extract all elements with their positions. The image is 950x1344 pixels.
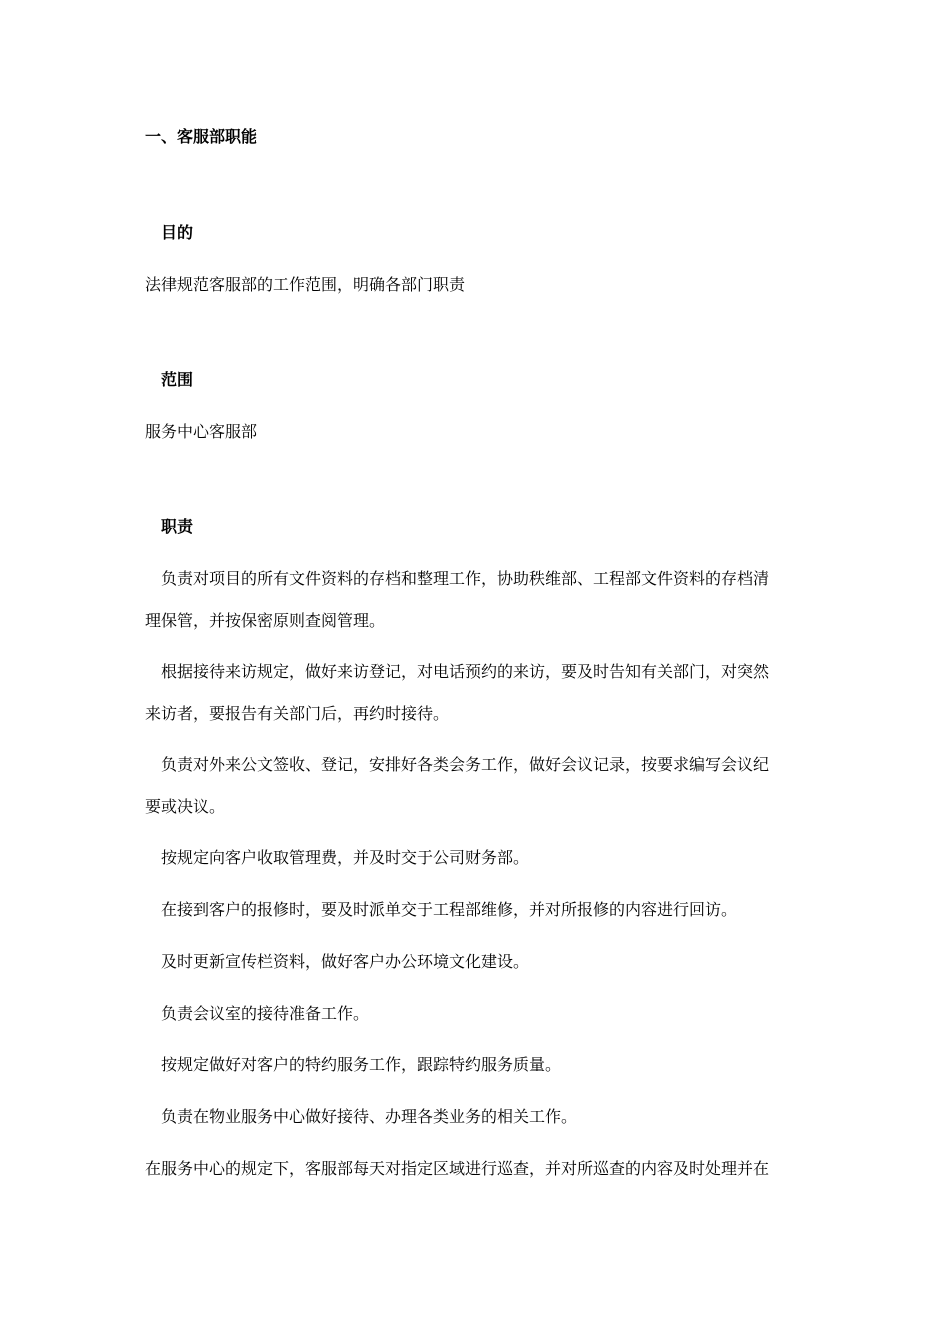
duty-item-3-line-1: 负责对外来公文签收、登记，安排好各类会务工作，做好会议记录，按要求编写会议纪 [161, 755, 770, 774]
duty-item-5: 在接到客户的报修时，要及时派单交于工程部维修，并对所报修的内容进行回访。 [161, 900, 738, 919]
duty-item-7: 负责会议室的接待准备工作。 [161, 1004, 370, 1023]
scope-text: 服务中心客服部 [145, 422, 258, 441]
duty-item-6: 及时更新宣传栏资料，做好客户办公环境文化建设。 [161, 952, 530, 971]
duties-heading: 职责 [161, 517, 194, 536]
section-title: 一、客服部职能 [145, 127, 258, 146]
duty-item-2-line-1: 根据接待来访规定，做好来访登记，对电话预约的来访，要及时告知有关部门，对突然 [161, 662, 770, 681]
duty-item-1-line-1: 负责对项目的所有文件资料的存档和整理工作，协助秩维部、工程部文件资料的存档清 [161, 569, 770, 588]
purpose-heading: 目的 [161, 223, 194, 242]
duty-item-9: 负责在物业服务中心做好接待、办理各类业务的相关工作。 [161, 1107, 578, 1126]
duties-last-line: 在服务中心的规定下，客服部每天对指定区域进行巡查，并对所巡查的内容及时处理并在 [145, 1159, 770, 1178]
duty-item-3-line-2: 要或决议。 [145, 797, 226, 816]
purpose-text: 法律规范客服部的工作范围，明确各部门职责 [145, 275, 466, 294]
scope-heading: 范围 [161, 370, 194, 389]
duty-item-2-line-2: 来访者，要报告有关部门后，再约时接待。 [145, 704, 450, 723]
duty-item-4: 按规定向客户收取管理费，并及时交于公司财务部。 [161, 848, 530, 867]
duty-item-1-line-2: 理保管，并按保密原则查阅管理。 [145, 611, 386, 630]
duty-item-8: 按规定做好对客户的特约服务工作，跟踪特约服务质量。 [161, 1055, 562, 1074]
